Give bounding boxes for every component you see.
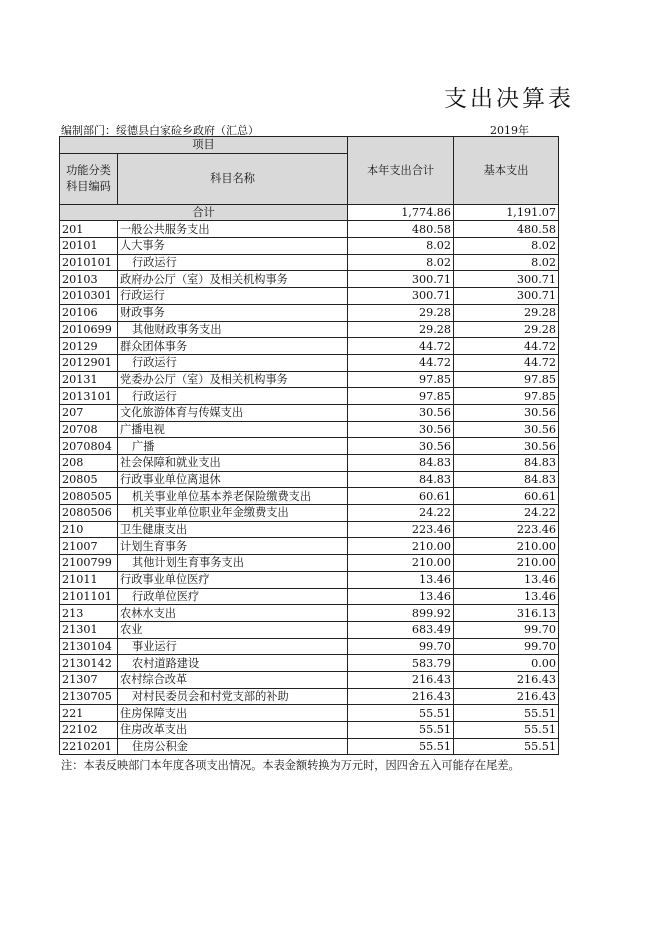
subject-name: 事业运行 [118,638,348,655]
subject-name: 农林水支出 [118,605,348,622]
subject-name: 广播电视 [118,421,348,438]
basic-amount: 24.22 [454,505,559,522]
table-row [60,338,559,355]
table-row [60,638,559,655]
subject-code: 20131 [60,371,118,388]
table-row [60,722,559,739]
subject-code: 2070804 [60,438,118,455]
basic-amount: 99.70 [454,638,559,655]
subject-name: 农业 [118,621,348,638]
basic-amount: 99.70 [454,621,559,638]
total-amount: 210.00 [348,538,454,555]
table-row [60,621,559,638]
subject-name: 人大事务 [118,238,348,255]
basic-amount: 97.85 [454,371,559,388]
subject-code: 20103 [60,271,118,288]
subject-code: 2010301 [60,288,118,305]
total-amount: 44.72 [348,338,454,355]
subject-code: 210 [60,521,118,538]
total-amount: 29.28 [348,321,454,338]
table-row [60,488,559,505]
table-row [60,688,559,705]
basic-amount: 480.58 [454,221,559,238]
table-row [60,555,559,572]
total-amount: 899.92 [348,605,454,622]
total-amount: 480.58 [348,221,454,238]
basic-amount: 13.46 [454,571,559,588]
total-amount: 97.85 [348,371,454,388]
total-basic: 1,191.07 [454,204,559,221]
total-amount: 583.79 [348,655,454,672]
table-row [60,705,559,722]
compiling-unit: 编制部门：绥德县白家硷乡政府（汇总） [61,124,259,137]
table-row [60,221,559,238]
subject-code: 2010699 [60,321,118,338]
subject-code: 2013101 [60,388,118,405]
total-amount: 13.46 [348,588,454,605]
basic-amount: 84.83 [454,455,559,472]
total-amount: 99.70 [348,638,454,655]
table-row [60,404,559,421]
total-amount: 300.71 [348,271,454,288]
subject-code: 221 [60,705,118,722]
subject-name: 对村民委员会和村党支部的补助 [118,688,348,705]
subject-name: 计划生育事务 [118,538,348,555]
total-row [60,204,559,221]
basic-amount: 0.00 [454,655,559,672]
basic-amount: 223.46 [454,521,559,538]
basic-amount: 55.51 [454,738,559,755]
subject-code: 2130104 [60,638,118,655]
table-row [60,521,559,538]
subject-name: 住房公积金 [118,738,348,755]
table-row [60,588,559,605]
total-amount: 216.43 [348,688,454,705]
subject-name: 行政运行 [118,254,348,271]
total-amount: 8.02 [348,238,454,255]
subject-code: 2100799 [60,555,118,572]
subject-name: 农村综合改革 [118,671,348,688]
subject-code: 20708 [60,421,118,438]
table-row [60,538,559,555]
subject-name: 住房保障支出 [118,705,348,722]
subject-name: 住房改革支出 [118,722,348,739]
total-amount: 8.02 [348,254,454,271]
subject-name: 广播 [118,438,348,455]
table-row [60,738,559,755]
table-row [60,671,559,688]
total-amount: 683.49 [348,621,454,638]
table-note: 注：本表反映部门本年度各项支出情况。本表金额转换为万元时，因四舍五入可能存在尾差。 [61,759,520,772]
table-row [60,505,559,522]
basic-amount: 210.00 [454,538,559,555]
header-project: 项目 [60,137,348,154]
subject-name: 社会保障和就业支出 [118,455,348,472]
total-amount: 30.56 [348,404,454,421]
table-row [60,421,559,438]
basic-amount: 316.13 [454,605,559,622]
basic-amount: 216.43 [454,688,559,705]
table-row [60,238,559,255]
total-amount: 44.72 [348,354,454,371]
subject-name: 行政运行 [118,354,348,371]
total-amount: 60.61 [348,488,454,505]
subject-code: 20129 [60,338,118,355]
basic-amount: 84.83 [454,471,559,488]
basic-amount: 60.61 [454,488,559,505]
subject-code: 2210201 [60,738,118,755]
subject-name: 其他财政事务支出 [118,321,348,338]
total-amount: 13.46 [348,571,454,588]
table-row [60,655,559,672]
total-amount: 55.51 [348,738,454,755]
basic-amount: 30.56 [454,438,559,455]
page-title: 支出决算表 [444,86,574,112]
subject-code: 207 [60,404,118,421]
table-row [60,354,559,371]
subject-name: 一般公共服务支出 [118,221,348,238]
total-amount: 300.71 [348,288,454,305]
subject-code: 20805 [60,471,118,488]
table-row [60,471,559,488]
table-row [60,254,559,271]
header-basic: 基本支出 [454,137,559,205]
basic-amount: 300.71 [454,288,559,305]
table-row [60,388,559,405]
subject-name: 其他计划生育事务支出 [118,555,348,572]
basic-amount: 97.85 [454,388,559,405]
basic-amount: 29.28 [454,321,559,338]
subject-name: 机关事业单位基本养老保险缴费支出 [118,488,348,505]
subject-code: 2080505 [60,488,118,505]
subject-code: 2010101 [60,254,118,271]
report-year: 2019年 [490,124,529,137]
total-amount: 210.00 [348,555,454,572]
expenditure-table [59,136,559,755]
total-amount: 97.85 [348,388,454,405]
total-amount: 1,774.86 [348,204,454,221]
basic-amount: 210.00 [454,555,559,572]
header-code: 功能分类 科目编码 [60,153,118,204]
header-name: 科目名称 [118,153,348,204]
table-row [60,304,559,321]
basic-amount: 216.43 [454,671,559,688]
subject-code: 2012901 [60,354,118,371]
subject-code: 22102 [60,722,118,739]
subject-code: 213 [60,605,118,622]
subject-code: 2080506 [60,505,118,522]
subject-name: 行政事业单位离退休 [118,471,348,488]
table-row [60,371,559,388]
basic-amount: 300.71 [454,271,559,288]
subject-code: 208 [60,455,118,472]
basic-amount: 13.46 [454,588,559,605]
table-row [60,271,559,288]
subject-code: 20106 [60,304,118,321]
basic-amount: 55.51 [454,722,559,739]
header-total: 本年支出合计 [348,137,454,205]
subject-code: 21011 [60,571,118,588]
subject-code: 201 [60,221,118,238]
basic-amount: 30.56 [454,421,559,438]
subject-code: 21301 [60,621,118,638]
subject-name: 农村道路建设 [118,655,348,672]
basic-amount: 44.72 [454,354,559,371]
table-row [60,321,559,338]
subject-name: 文化旅游体育与传媒支出 [118,404,348,421]
subject-code: 2130705 [60,688,118,705]
subject-code: 2101101 [60,588,118,605]
total-amount: 84.83 [348,455,454,472]
total-amount: 216.43 [348,671,454,688]
table-row [60,438,559,455]
total-amount: 24.22 [348,505,454,522]
total-label: 合计 [60,204,348,221]
basic-amount: 30.56 [454,404,559,421]
header-row [60,137,559,154]
total-amount: 30.56 [348,421,454,438]
subject-name: 党委办公厅（室）及相关机构事务 [118,371,348,388]
subject-code: 21307 [60,671,118,688]
total-amount: 223.46 [348,521,454,538]
subject-code: 21007 [60,538,118,555]
basic-amount: 44.72 [454,338,559,355]
subject-name: 卫生健康支出 [118,521,348,538]
total-amount: 55.51 [348,722,454,739]
subject-name: 群众团体事务 [118,338,348,355]
total-amount: 30.56 [348,438,454,455]
basic-amount: 55.51 [454,705,559,722]
table-row [60,455,559,472]
subject-name: 财政事务 [118,304,348,321]
subject-name: 行政运行 [118,288,348,305]
subject-name: 行政单位医疗 [118,588,348,605]
subject-code: 20101 [60,238,118,255]
table-row [60,571,559,588]
basic-amount: 29.28 [454,304,559,321]
subject-name: 政府办公厅（室）及相关机构事务 [118,271,348,288]
basic-amount: 8.02 [454,254,559,271]
subject-name: 行政事业单位医疗 [118,571,348,588]
subject-name: 机关事业单位职业年金缴费支出 [118,505,348,522]
total-amount: 84.83 [348,471,454,488]
total-amount: 55.51 [348,705,454,722]
total-amount: 29.28 [348,304,454,321]
basic-amount: 8.02 [454,238,559,255]
subject-name: 行政运行 [118,388,348,405]
table-row [60,605,559,622]
table-row [60,288,559,305]
subject-code: 2130142 [60,655,118,672]
